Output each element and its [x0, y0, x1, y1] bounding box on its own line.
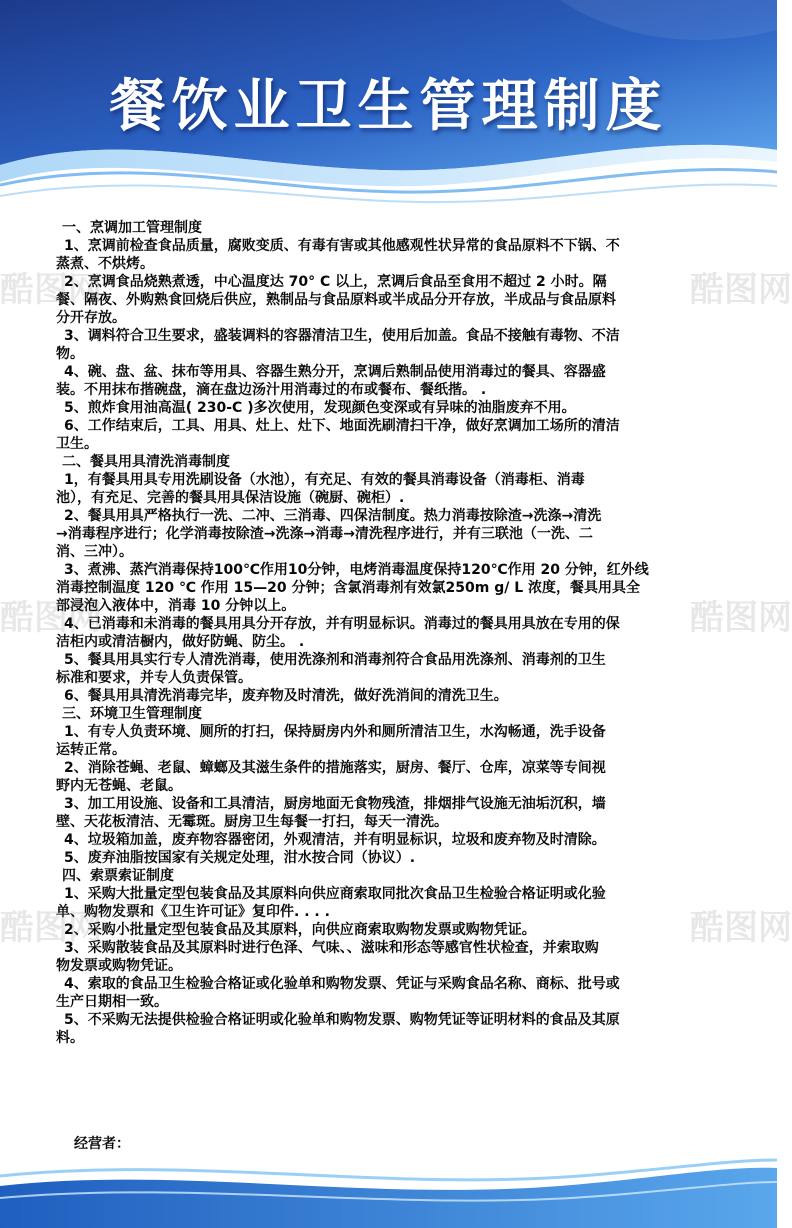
rule-item-line: 3、采购散装食品及其原料时进行色泽、气味、、滋味和形态等感官性状检查，并索取购: [64, 940, 599, 956]
rule-item-continuation: 部浸泡入液体中，消毒 10 分钟以上。: [56, 598, 296, 614]
rule-item-continuation: 洁柜内或清洁橱内，做好防蝇、防尘。 .: [56, 634, 305, 650]
rule-item-line: 5、煎炸食用油高温( 230-C )多次使用，发现颜色变深或有异味的油脂废弃不用。: [64, 400, 576, 416]
rule-item-line: 1、有专人负责环境、厕所的打扫，保持厨房内外和厕所清洁卫生，水沟畅通，洗手设备: [64, 724, 606, 740]
operator-signature-label: 经营者：: [74, 1136, 130, 1152]
rule-item-continuation: 运转正常。: [56, 742, 126, 758]
rule-item-line: 6、工作结束后，工具、用具、灶上、灶下、地面洗刷清扫干净，做好烹调加工场所的清洁: [64, 418, 620, 434]
watermark: 酷图网: [690, 908, 792, 948]
rule-item-continuation: 单、购物发票和《卫生许可证》复印件. . . .: [56, 904, 330, 920]
rule-item-continuation: →消毒程序进行；化学消毒按除渣→洗涤→消毒→清洗程序进行，并有三联池（一洗、二: [56, 526, 593, 542]
rule-item-continuation: 生产日期相一致。: [56, 994, 168, 1010]
rule-item-line: 3、调料符合卫生要求，盛装调料的容器清洁卫生，使用后加盖。食品不接触有毒物、不洁: [64, 328, 620, 344]
rule-item-continuation: 壁、天花板清洁、无霉斑。厨房卫生每餐一打扫，每天一清洗。: [56, 814, 448, 830]
watermark: 酷图网: [0, 908, 102, 948]
rule-item-continuation: 蒸煮、不烘烤。: [56, 256, 154, 272]
page-title: 餐饮业卫生管理制度: [109, 74, 668, 139]
rule-item-continuation: 消、三冲）。: [56, 544, 133, 560]
watermark: 酷图网: [690, 598, 792, 638]
rule-item-continuation: 池），有充足、完善的餐具用具保洁设施（碗厨、碗柜）.: [56, 490, 405, 506]
rule-item-line: 2、消除苍蝇、老鼠、蟑螂及其滋生条件的措施落实，厨房、餐厅、仓库，凉菜等专间视: [64, 760, 606, 776]
section-heading: 三、环境卫生管理制度: [62, 706, 202, 722]
section-heading: 二、餐具用具清洗消毒制度: [62, 454, 230, 470]
rule-item-continuation: 装。不用抹布揩碗盘，滴在盘边汤汁用消毒过的布或餐布、餐纸揩。 .: [56, 382, 487, 398]
footer-wave-graphic: [0, 1146, 777, 1228]
regulations-body: [56, 219, 770, 1047]
rule-item-continuation: 物。: [56, 346, 84, 362]
watermark: 酷图网: [690, 270, 792, 310]
rule-item-line: 5、废弃油脂按国家有关规定处理，泔水按合同（协议）.: [64, 850, 416, 866]
rule-item-line: 4、已消毒和未消毒的餐具用具分开存放，并有明显标识。消毒过的餐具用具放在专用的保: [64, 616, 620, 632]
rule-item-line: 2、烹调食品烧熟煮透，中心温度达 70° C 以上，烹调后食品至食用不超过 2 小时。隔: [64, 274, 607, 290]
header-banner: [0, 0, 777, 215]
rule-item-line: 4、垃圾箱加盖，废弃物容器密闭，外观清洁，并有明显标识，垃圾和废弃物及时清除。: [64, 832, 606, 848]
rule-item-continuation: 餐、隔夜、外购熟食回烧后供应，熟制品与食品原料或半成品分开存放，半成品与食品原料: [56, 292, 616, 308]
rule-item-continuation: 分开存放。: [56, 310, 126, 326]
rule-item-line: 1、采购大批量定型包装食品及其原料向供应商索取同批次食品卫生检验合格证明或化验: [64, 886, 606, 902]
rule-item-continuation: 物发票或购物凭证。: [56, 958, 182, 974]
rule-item-line: 5、不采购无法提供检验合格证明或化验单和购物发票、购物凭证等证明材料的食品及其原: [64, 1012, 620, 1028]
rule-item-line: 6、餐具用具清洗消毒完毕，废弃物及时清洗，做好洗消间的清洗卫生。: [64, 688, 508, 704]
watermark: 酷图网: [0, 598, 102, 638]
rule-item-line: 4、索取的食品卫生检验合格证或化验单和购物发票、凭证与采购食品名称、商标、批号或: [64, 976, 620, 992]
rule-item-line: 2、餐具用具严格执行一洗、二冲、三消毒、四保洁制度。热力消毒按除渣→洗涤→清洗: [64, 508, 602, 524]
rule-item-continuation: 野内无苍蝇、老鼠。: [56, 778, 182, 794]
rule-item-line: 3、加工用设施、设备和工具清洁，厨房地面无食物残渣，排烟排气设施无油垢沉积，墙: [64, 796, 606, 812]
rule-item-continuation: 标准和要求，并专人负责保管。: [56, 670, 252, 686]
rule-item-continuation: 料。: [56, 1030, 84, 1046]
rule-item-line: 1、烹调前检查食品质量，腐败变质、有毒有害或其他感观性状异常的食品原料不下锅、不: [64, 238, 620, 254]
rule-item-line: 2、采购小批量定型包装食品及其原料，向供应商索取购物发票或购物凭证。: [64, 922, 536, 938]
watermark: 酷图网: [0, 270, 102, 310]
rule-item-line: 1，有餐具用具专用洗刷设备（水池），有充足、有效的餐具消毒设备（消毒柜、消毒: [64, 472, 585, 488]
rule-item-line: 3、煮沸、蒸汽消毒保持100℃作用10分钟，电烤消毒温度保持120℃作用 20 分钟，红外线: [64, 562, 649, 578]
rule-item-continuation: 消毒控制温度 120 ℃ 作用 15—20 分钟；含氯消毒剂有效氯250m g/ L 浓度，餐具用具全: [56, 580, 640, 596]
section-heading: 一、烹调加工管理制度: [62, 220, 202, 236]
rule-item-line: 5、餐具用具实行专人清洗消毒，使用洗涤剂和消毒剂符合食品用洗涤剂、消毒剂的卫生: [64, 652, 606, 668]
footer-banner: [0, 1146, 777, 1228]
rule-item-continuation: 卫生。: [56, 436, 98, 452]
section-heading: 四、索票索证制度: [62, 868, 174, 884]
rule-item-line: 4、碗、盘、盆、抹布等用具、容器生熟分开，烹调后熟制品使用消毒过的餐具、容器盛: [64, 364, 606, 380]
